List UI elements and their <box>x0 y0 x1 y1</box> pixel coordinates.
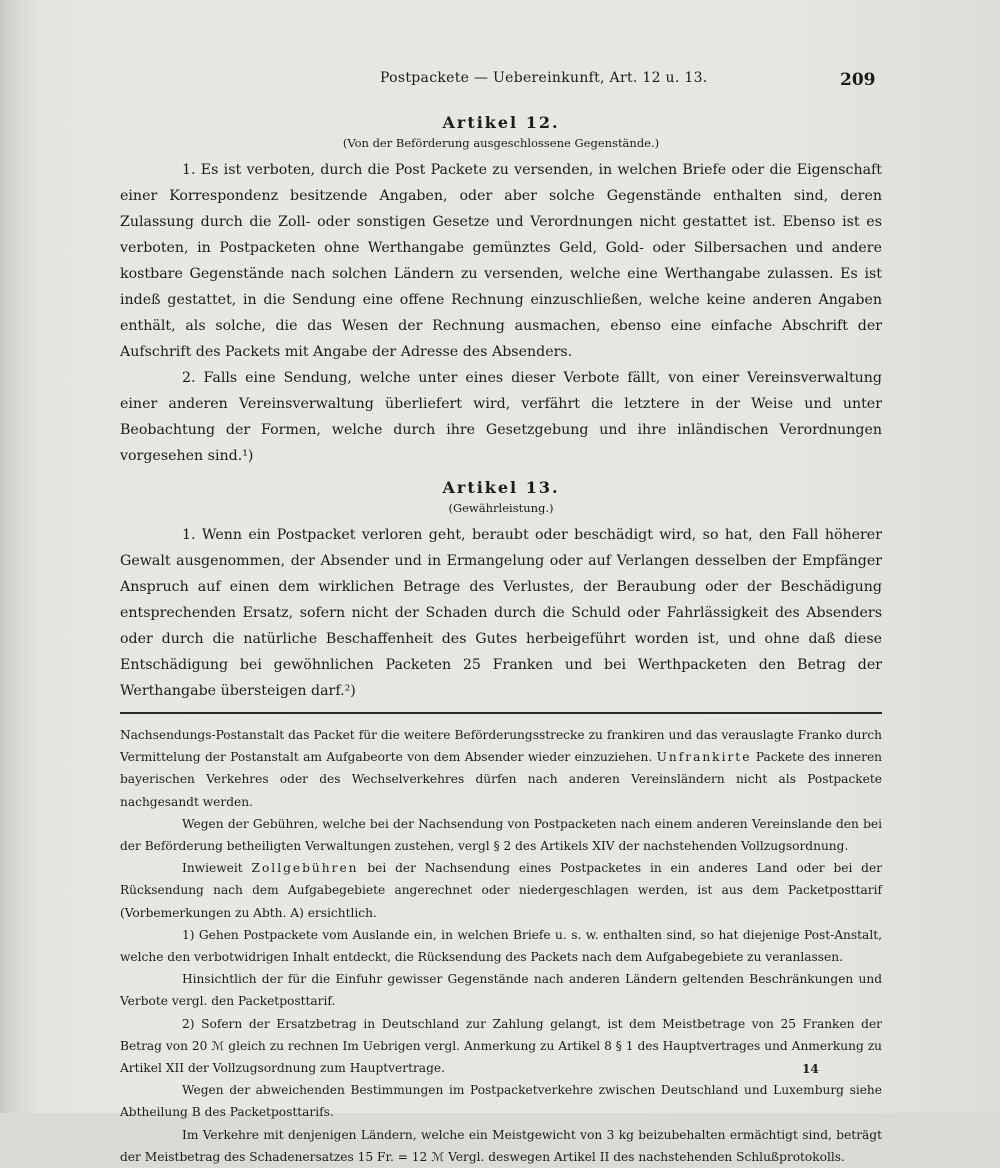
footnote-text: Nachsendungs-Postanstalt das Packet für die weitere Beförderungsstrecke zu frankiren und das verauslagte Franko durch Vermittelung der Postanstalt am Aufgabeorte von dem Absender wieder einzuziehen. <box>120 728 882 765</box>
footnote-luxembourg: Wegen der abweichenden Bestimmungen im Postpacketverkehre zwischen Deutschland und Luxemburg siehe Abtheilung B des Packetposttarifs. <box>120 1083 882 1120</box>
page-body <box>120 112 882 1168</box>
footnote-continuation <box>120 724 882 813</box>
footnotes <box>120 724 882 1168</box>
footnote-max-weight: Im Verkehre mit denjenigen Ländern, welche ein Meistgewicht von 3 kg beizubehalten ermächtigt sind, beträgt der Meistbetrag des Schadenersatzes 15 Fr. = 12 ℳ Vergl. deswegen Artikel II des nachstehenden Schlußprotokolls. <box>120 1127 882 1164</box>
footnote-import-restrictions: Hinsichtlich der für die Einfuhr gewisser Gegenstände nach anderen Ländern geltenden Beschränkungen und Verbote vergl. den Packetposttarif. <box>120 972 882 1009</box>
footnote-divider <box>120 712 882 714</box>
footnote-spaced-term: Unfrankirte <box>656 750 752 765</box>
article-13 <box>120 477 882 704</box>
footnote-text: Packete des inneren bayerischen Verkehres oder des Wechselverkehres dürfen nach anderen Vereinsländern nicht als Postpackete nachgesandt werden. <box>120 750 883 809</box>
article-12-paragraph-2: 2. Falls eine Sendung, welche unter eines dieser Verbote fällt, von einer Vereinsverwaltung einer anderen Vereinsverwaltung überliefert wird, verfährt die letztere in der Weise und unter Beobachtung der Formen, welche durch ihre Gesetzgebung und ihre inländischen Verordnungen vorgesehen sind.¹) <box>120 370 882 464</box>
article-13-title: Artikel 13. <box>442 478 560 497</box>
article-12-paragraph-1: 1. Es ist verboten, durch die Post Packete zu versenden, in welchen Briefe oder die Eigenschaft einer Korrespondenz besitzende Angaben, oder aber solche Gegenstände enthalten sind, deren Zulassung durch die Zoll- oder sonstigen Gesetze und Verordnungen nicht gestattet ist. Ebenso ist es verboten, in Postpacketen ohne Werthangabe gemünztes Geld, Gold- oder Silbersachen und andere kostbare Gegenstände nach solchen Ländern zu versenden, welche eine Werthangabe zulassen. Es ist indeß gestattet, in die Sendung eine offene Rechnung einzuschließen, welche keine anderen Angaben enthält, als solche, die das Wesen der Rechnung ausmachen, ebenso eine einfache Abschrift der Aufschrift des Packets mit Angabe der Adresse des Absenders. <box>120 162 882 360</box>
running-head: Postpackete — Uebereinkunft, Art. 12 u. 13. <box>380 70 708 86</box>
article-13-paragraph-1: 1. Wenn ein Postpacket verloren geht, beraubt oder beschädigt wird, so hat, den Fall höherer Gewalt ausgenommen, der Absender und in Ermangelung oder auf Verlangen desselben der Empfänger Anspruch auf einen dem wirklichen Betrage des Verlustes, der Beraubung oder der Beschädigung entsprechenden Ersatz, sofern nicht der Schaden durch die Schuld oder Fahrlässigkeit des Absenders oder durch die natürliche Beschaffenheit des Gutes herbeigeführt worden ist, und ohne daß diese Entschädigung bei gewöhnlichen Packeten 25 Franken und bei Werthpacketen den Betrag der Werthangabe übersteigen darf.²) <box>120 527 882 699</box>
article-12 <box>120 112 882 469</box>
signature-mark: 14 <box>802 1062 819 1076</box>
footnote-text: Inwieweit <box>182 861 243 876</box>
footnote-fees: Wegen der Gebühren, welche bei der Nachsendung von Postpacketen nach einem anderen Vereinslande den bei der Beförderung betheiligten Verwaltungen zustehen, vergl § 2 des Artikels XIV der nachstehenden Vollzugsordnung. <box>120 816 882 854</box>
page-number: 209 <box>840 70 876 90</box>
article-12-title: Artikel 12. <box>442 113 560 132</box>
footnote-spaced-term: Zollgebühren <box>251 861 359 876</box>
footnote-1: 1) Gehen Postpackete vom Auslande ein, in welchen Briefe u. s. w. enthalten sind, so hat diejenige Post-Anstalt, welche den verbotwidrigen Inhalt entdeckt, die Rücksendung des Packets nach dem Aufgabegebiete zu veranlassen. <box>120 927 882 965</box>
article-12-subtitle: (Von der Beförderung ausgeschlossene Gegenstände.) <box>342 136 660 150</box>
footnote-text: bei der Nachsendung eines Postpacketes in ein anderes Land oder bei der Rücksendung nach dem Aufgabegebiete angerechnet oder niedergeschlagen werden, ist aus dem Packetposttarif (Vorbemerkungen zu Abth. A) ersichtlich. <box>120 861 883 920</box>
article-13-subtitle: (Gewährleistung.) <box>448 501 554 515</box>
footnote-2: 2) Sofern der Ersatzbetrag in Deutschland zur Zahlung gelangt, ist dem Meistbetrage von 25 Franken der Betrag von 20 ℳ gleich zu rechnen Im Uebrigen vergl. Anmerkung zu Artikel 8 § 1 des Hauptvertrages und Anmerkung zu Artikel XII der Vollzugsordnung zum Hauptvertrage. <box>120 1016 882 1076</box>
footnote-customs <box>120 857 882 924</box>
